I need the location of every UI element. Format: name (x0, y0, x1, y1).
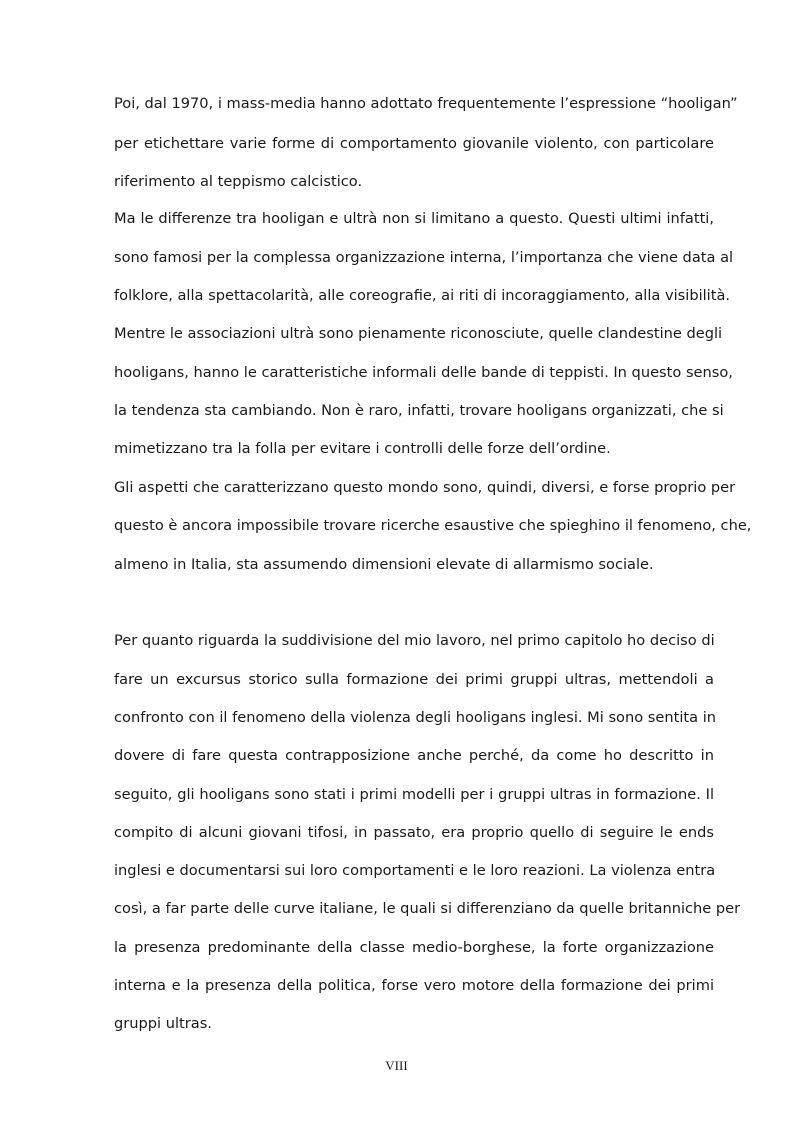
text-line: folklore, alla spettacolarità, alle coreografie, ai riti di incoraggiamento, alla visibilità. (114, 287, 731, 304)
text-line: gruppi ultras. (114, 1015, 212, 1032)
text-line: Mentre le associazioni ultrà sono pienamente riconosciute, quelle clandestine degli (114, 325, 723, 342)
text-line: riferimento al teppismo calcistico. (114, 173, 363, 190)
text-line: almeno in Italia, sta assumendo dimensioni elevate di allarmismo sociale. (114, 556, 654, 573)
text-line: Gli aspetti che caratterizzano questo mondo sono, quindi, diversi, e forse proprio per (114, 479, 736, 496)
text-line: confronto con il fenomeno della violenza degli hooligans inglesi. Mi sono sentita in (114, 709, 717, 726)
text-line: Poi, dal 1970, i mass-media hanno adottato frequentemente l’espressione “hooligan” (114, 95, 738, 112)
text-line: seguito, gli hooligans sono stati i primi modelli per i gruppi ultras in formazione. Il (114, 786, 714, 803)
text-line: inglesi e documentarsi sui loro comportamenti e le loro reazioni. La violenza entra (114, 862, 716, 879)
text-line: hooligans, hanno le caratteristiche informali delle bande di teppisti. In questo senso, (114, 364, 733, 381)
text-line: sono famosi per la complessa organizzazione interna, l’importanza che viene data al (114, 249, 734, 266)
text-line: Ma le differenze tra hooligan e ultrà non si limitano a questo. Questi ultimi infatti, (114, 210, 714, 227)
text-line: per etichettare varie forme di comportamento giovanile violento, con particolare (114, 135, 714, 152)
text-line: interna e la presenza della politica, forse vero motore della formazione dei primi (114, 977, 714, 994)
text-line: compito di alcuni giovani tifosi, in passato, era proprio quello di seguire le ends (114, 824, 714, 841)
text-line: mimetizzano tra la folla per evitare i controlli delle forze dell’ordine. (114, 440, 611, 457)
text-line: fare un excursus storico sulla formazione dei primi gruppi ultras, mettendoli a (114, 671, 714, 688)
text-line: così, a far parte delle curve italiane, le quali si differenziano da quelle britanniche per (114, 900, 741, 917)
text-line: questo è ancora impossibile trovare ricerche esaustive che spieghino il fenomeno, che, (114, 517, 752, 534)
text-line: Per quanto riguarda la suddivisione del mio lavoro, nel primo capitolo ho deciso di (114, 632, 715, 649)
text-line: la tendenza sta cambiando. Non è raro, infatti, trovare hooligans organizzati, che si (114, 402, 724, 419)
text-line: dovere di fare questa contrapposizione anche perché, da come ho descritto in (114, 747, 714, 764)
page-number: VIII (385, 1058, 408, 1073)
text-line: la presenza predominante della classe medio-borghese, la forte organizzazione (114, 939, 714, 956)
